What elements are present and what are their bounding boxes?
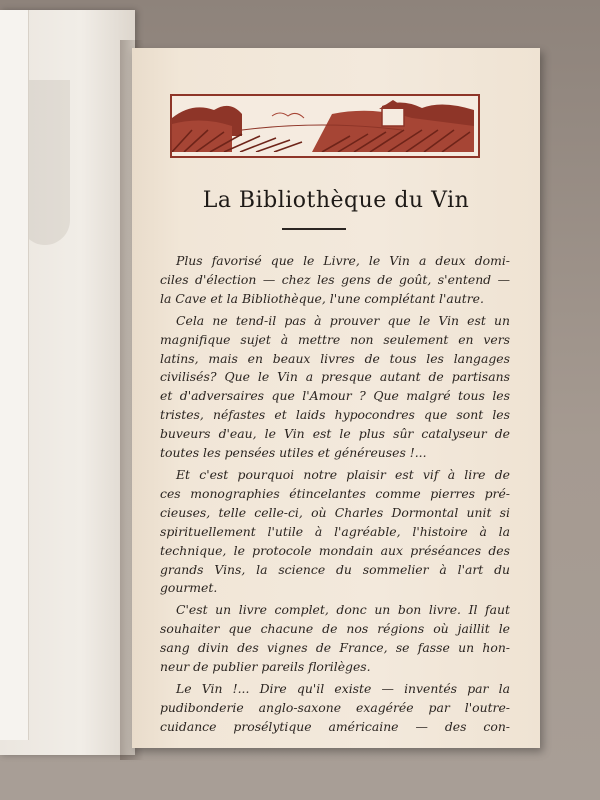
text-line: neur de publier pareils florilèges.: [160, 659, 371, 675]
text-line: ces monographies étincelantes comme pierres pré-: [160, 485, 510, 501]
title-underline: [282, 228, 346, 230]
text-line: tristes, néfastes et laids hypocondres que sont les: [160, 407, 510, 423]
text-line: grands Vins, la science du sommelier à l'art du: [160, 561, 510, 577]
text-line: Le Vin !... Dire qu'il existe — inventés par la: [176, 680, 510, 696]
text-line: latins, mais en beaux livres de tous les langages: [160, 350, 510, 366]
text-line: et d'adversaires que l'Amour ? Que malgré tous les: [160, 388, 510, 404]
text-line: la Cave et la Bibliothèque, l'une complétant l'autre.: [160, 290, 484, 306]
text-line: buveurs d'eau, le Vin est le plus sûr catalyseur de: [160, 426, 510, 442]
text-line: gourmet.: [160, 580, 218, 596]
text-line: magnifique sujet à mettre non seulement en vers: [160, 331, 510, 347]
paragraph: [160, 680, 510, 737]
text-line: Cela ne tend-il pas à prouver que le Vin est un: [176, 312, 510, 328]
paragraph: [160, 466, 510, 598]
text-line: technique, le protocole mondain aux préséances des: [160, 542, 510, 558]
right-page: [132, 48, 540, 748]
text-line: spirituellement l'utile à l'agréable, l'histoire à la: [160, 523, 510, 539]
text-line: civilisés? Que le Vin a presque autant de partisans: [160, 369, 510, 385]
text-line: Plus favorisé que le Livre, le Vin a deux domi-: [176, 253, 510, 268]
paragraph: [160, 601, 510, 677]
text-line: Et c'est pourquoi notre plaisir est vif à lire de: [176, 466, 510, 482]
left-page-edge: [0, 10, 29, 740]
text-line: ciles d'élection — chez les gens de goût, s'entend —: [160, 271, 510, 287]
text-line: sang divin des vignes de France, se fasse un hon-: [160, 640, 510, 656]
vineyard-landscape-icon: [170, 94, 480, 158]
text-line: cuidance prosélytique américaine — des con-: [160, 718, 510, 734]
text-line: C'est un livre complet, donc un bon livre. Il faut: [176, 602, 510, 618]
text-line: cieuses, telle celle-ci, où Charles Dormontal unit si: [160, 504, 510, 520]
text-line: pudibonderie anglo-saxone exagérée par l'outre-: [160, 699, 510, 715]
page-title: La Bibliothèque du Vin: [202, 188, 470, 213]
paragraph: [160, 252, 510, 309]
body-text: [160, 252, 510, 740]
text-line: toutes les pensées utiles et généreuses !...: [160, 445, 427, 461]
paragraph: [160, 312, 510, 463]
text-line: souhaiter que chacune de nos régions où jaillit le: [160, 621, 510, 637]
